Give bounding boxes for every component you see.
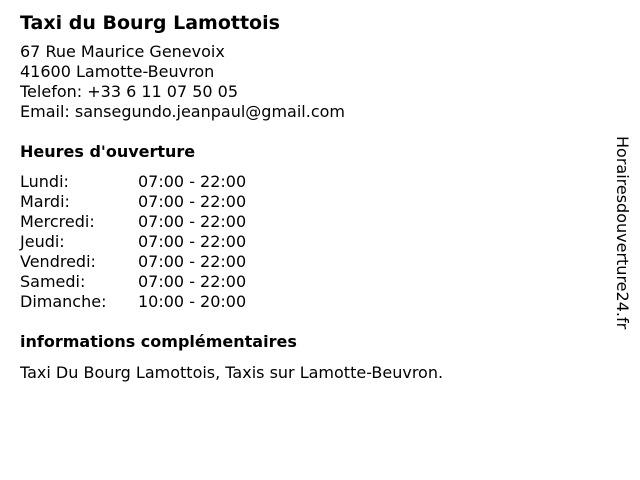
day-label: Mercredi:	[20, 212, 95, 231]
hours-table	[20, 172, 600, 312]
email-line: Email: sansegundo.jeanpaul@gmail.com	[20, 102, 345, 121]
day-label: Lundi:	[20, 172, 69, 191]
info-heading: informations complémentaires	[20, 332, 297, 351]
time-range: 07:00 - 22:00	[138, 192, 247, 211]
time-range: 07:00 - 22:00	[138, 212, 247, 231]
time-range: 07:00 - 22:00	[138, 252, 247, 271]
day-label: Mardi:	[20, 192, 70, 211]
day-label: Samedi:	[20, 272, 86, 291]
time-range: 10:00 - 20:00	[138, 292, 247, 311]
time-range: 07:00 - 22:00	[138, 172, 247, 191]
time-range: 07:00 - 22:00	[138, 272, 247, 291]
business-name: Taxi du Bourg Lamottois	[20, 12, 280, 34]
info-text: Taxi Du Bourg Lamottois, Taxis sur Lamotte-Beuvron.	[20, 363, 444, 382]
phone-line: Telefon: +33 6 11 07 50 05	[20, 82, 239, 101]
hours-row-tuesday	[20, 192, 600, 212]
site-watermark: Horairesdouverture24.fr	[613, 136, 632, 330]
hours-row-sunday	[20, 292, 600, 312]
day-label: Dimanche:	[20, 292, 107, 311]
time-range: 07:00 - 22:00	[138, 232, 247, 251]
address-city: 41600 Lamotte-Beuvron	[20, 62, 215, 81]
hours-row-saturday	[20, 272, 600, 292]
hours-heading: Heures d'ouverture	[20, 142, 196, 161]
business-card	[20, 10, 600, 383]
hours-row-monday	[20, 172, 600, 192]
hours-row-wednesday	[20, 212, 600, 232]
day-label: Vendredi:	[20, 252, 96, 271]
address-street: 67 Rue Maurice Genevoix	[20, 42, 225, 61]
day-label: Jeudi:	[20, 232, 65, 251]
hours-row-thursday	[20, 232, 600, 252]
hours-row-friday	[20, 252, 600, 272]
